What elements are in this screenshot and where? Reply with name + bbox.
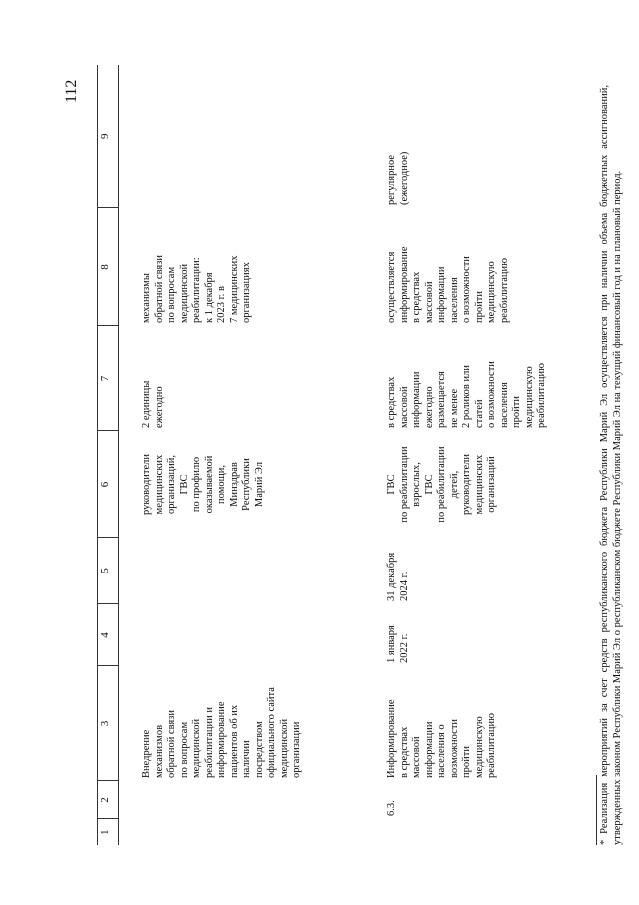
activity-title: Информирование в средствах массовой информации населения о возможности пройти медицинскую реабилитацию bbox=[386, 699, 497, 778]
column-number: 1 bbox=[98, 819, 119, 845]
column-number: 3 bbox=[98, 666, 119, 781]
responsible-party: руководители медицинских организаций, ГВС по профилю оказываемой помощи, Минздрав Республики Марий Эл bbox=[141, 453, 265, 516]
frequency: регулярное (ежегодное) bbox=[386, 151, 410, 205]
column-number: 7 bbox=[98, 326, 119, 431]
column-number: 9 bbox=[98, 65, 119, 208]
row-col1 bbox=[378, 819, 551, 845]
frequency bbox=[119, 65, 379, 208]
activity-title: Внедрение механизмов обратной связи по вопросам медицинской реабилитации и информирование пациентов об их наличии посредством официального сайта медицинской организации bbox=[141, 687, 302, 778]
column-number: 2 bbox=[98, 781, 119, 819]
row-col1 bbox=[119, 819, 379, 845]
column-number-row bbox=[98, 65, 119, 845]
indicator: 2 единицы ежегодно bbox=[141, 380, 165, 428]
start-date: 1 января 2022 г. bbox=[386, 625, 410, 663]
column-number: 6 bbox=[98, 431, 119, 538]
page-number: 112 bbox=[63, 79, 80, 103]
responsible-party: ГВС по реабилитации взрослых, ГВС по реабилитации детей, руководители медицинских организаций bbox=[386, 446, 497, 523]
indicator: в средствах массовой информации ежегодно размещается не менее 2 роликов или статей о возможности населения пройти медицинскую реабилитацию bbox=[386, 361, 547, 428]
column-number: 4 bbox=[98, 604, 119, 666]
end-date: 31 декабря 2024 г. bbox=[386, 552, 410, 601]
row-number: 6.3. bbox=[386, 800, 397, 816]
expected-result: механизмы обратной связи по вопросам медицинской реабилитации: к 1 декабря 2023 г. в 7 медицинских организациях bbox=[141, 254, 252, 323]
table-row bbox=[378, 65, 551, 845]
column-number: 5 bbox=[98, 538, 119, 604]
end-date bbox=[119, 538, 379, 604]
table-row bbox=[119, 65, 379, 845]
footnote: * Реализация мероприятий за счет средств республиканского бюджета Республики Марий Эл осуществляется при наличии объема бюджетных ассигнований, утвержденных законом Республики Марий Эл о республиканском бюджете Республики Марий Эл на текущий финансовый год и на плановый период. bbox=[599, 85, 623, 845]
start-date bbox=[119, 604, 379, 666]
activities-table bbox=[97, 65, 551, 845]
row-number bbox=[119, 781, 379, 819]
expected-result: осуществляется информирование в средствах массовой информации населения о возможности пройти медицинскую реабилитацию bbox=[386, 246, 510, 323]
footnote-divider bbox=[596, 775, 597, 845]
column-number: 8 bbox=[98, 208, 119, 326]
